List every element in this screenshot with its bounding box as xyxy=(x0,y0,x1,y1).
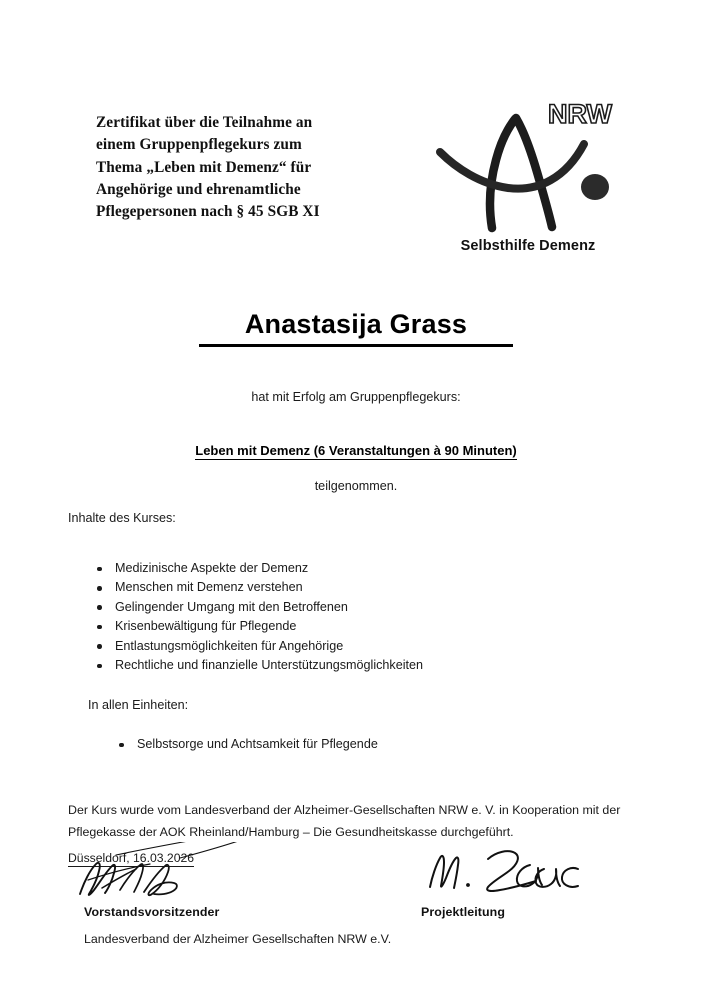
all-units-heading: In allen Einheiten: xyxy=(88,698,189,712)
list-item: Selbstsorge und Achtsamkeit für Pflegende xyxy=(110,735,378,754)
statement-intro: hat mit Erfolg am Gruppenpflegekurs: xyxy=(251,390,461,404)
logo-dot-icon xyxy=(581,174,609,200)
list-item: Krisenbewältigung für Pflegende xyxy=(88,617,423,636)
title-line-4: Angehörige und ehrenamtliche xyxy=(96,180,301,198)
chairperson-label: Vorstandsvorsitzender xyxy=(84,905,220,919)
title-line-2: einem Gruppenpflegekurs zum xyxy=(96,136,302,154)
place-and-date: Düsseldorf, 16.03.2026 xyxy=(68,851,195,865)
page-title xyxy=(96,112,396,223)
contents-heading: Inhalte des Kurses: xyxy=(68,511,176,525)
selbsthilfe-demenz-a-mark-icon xyxy=(432,96,624,236)
participant-name-field xyxy=(0,309,712,347)
logo-caption: Selbsthilfe Demenz xyxy=(460,238,596,254)
title-line-3: Thema „Leben mit Demenz“ für xyxy=(96,158,312,176)
footer-paragraph: Der Kurs wurde vom Landesverband der Alzheimer-Gesellschaften NRW e. V. in Kooperation mit der Pflegekasse der AOK Rheinland/Hamburg – Die Gesundheitskasse durchgeführt. xyxy=(68,803,621,839)
contents-list xyxy=(88,559,423,675)
project-lead-signature-icon xyxy=(418,843,608,901)
list-item: Entlastungsmöglichkeiten für Angehörige xyxy=(88,637,423,656)
course-title: Leben mit Demenz (6 Veranstaltungen à 90 Minuten) xyxy=(195,443,517,458)
organization-logo xyxy=(432,96,624,266)
list-item: Rechtliche und finanzielle Unterstützungsmöglichkeiten xyxy=(88,656,423,675)
list-item: Menschen mit Demenz verstehen xyxy=(88,578,423,597)
list-item: Medizinische Aspekte der Demenz xyxy=(88,559,423,578)
participant-name: Anastasija Grass xyxy=(244,309,468,339)
participant-name-underline xyxy=(199,309,513,347)
logo-nrw-text: NRW xyxy=(548,99,612,129)
statement-closing: teilgenommen. xyxy=(314,479,398,493)
list-item: Gelingender Umgang mit den Betroffenen xyxy=(88,598,423,617)
all-units-list xyxy=(110,735,378,754)
project-lead-label: Projektleitung xyxy=(421,905,506,919)
course-title-row xyxy=(0,443,712,460)
title-line-5: Pflegepersonen nach § 45 SGB XI xyxy=(96,203,320,221)
title-line-1: Zertifikat über die Teilnahme an xyxy=(96,114,313,131)
organization-name: Landesverband der Alzheimer Gesellschaften NRW e.V. xyxy=(84,932,392,946)
